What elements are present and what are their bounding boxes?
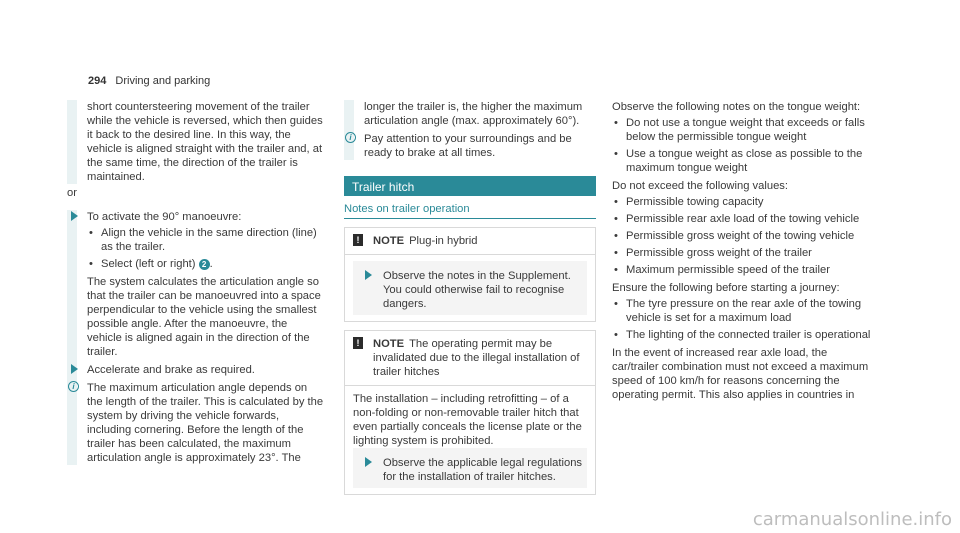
- continued-paragraph: longer the trailer is, the higher the maximum articulation angle (max. approximately 60°).: [364, 101, 583, 127]
- bullet-item: • Align the vehicle in the same direction (line) as the trailer.: [87, 226, 325, 254]
- note-step-block: [353, 448, 587, 488]
- bullet-item-select: [87, 257, 325, 271]
- step-arrow-icon: [71, 211, 78, 221]
- note-box-operating-permit: [344, 330, 596, 495]
- note-body: [345, 254, 595, 321]
- note-step-text: Observe the notes in the Supplement. You could otherwise fail to recognise dangers.: [383, 270, 571, 310]
- note-step-text: Observe the applicable legal regulations for the installation of trailer hitches.: [383, 457, 583, 483]
- info-icon: i: [68, 381, 79, 392]
- continued-text-block: [344, 100, 596, 160]
- rear-axle-paragraph: In the event of increased rear axle load, the car/trailer combination must not exceed a maximum speed of 100 km/h for reasons concerning the operating permit. This also applies in countries in: [612, 347, 869, 401]
- tongue-weight-list: [612, 116, 874, 175]
- page-header: [88, 74, 210, 88]
- step-text: Accelerate and brake as required.: [87, 364, 255, 376]
- values-intro: Do not exceed the following values:: [612, 180, 789, 192]
- warning-exclamation-icon: !: [353, 234, 363, 246]
- tongue-weight-intro: Observe the following notes on the tongue weight:: [612, 101, 861, 113]
- note-title: Plug-in hybrid: [409, 235, 478, 247]
- list-item: • Permissible gross weight of the towing vehicle: [612, 229, 874, 243]
- info-note: [344, 132, 596, 160]
- step-arrow-icon: [71, 364, 78, 374]
- calc-paragraph: The system calculates the articulation angle so that the trailer can be manoeuvred into a space perpendicular to the vehicle using the smallest possible angle. After the manoeuvre, the vehicle is aligned again in the direction of the trailer.: [87, 276, 321, 358]
- info-text: Pay attention to your surroundings and be ready to brake at all times.: [364, 133, 572, 159]
- list-item: • Do not use a tongue weight that exceeds or falls below the permissible tongue weight: [612, 116, 874, 144]
- section-title: Trailer hitch: [344, 176, 596, 196]
- list-item: • Permissible towing capacity: [612, 195, 874, 209]
- step-text: To activate the 90° manoeuvre:: [87, 211, 242, 223]
- number-2-icon: 2: [199, 259, 210, 270]
- journey-list: [612, 297, 874, 342]
- note-step-block: [353, 261, 587, 315]
- page-number: 294: [88, 75, 107, 87]
- list-item: • The tyre pressure on the rear axle of the towing vehicle is set for a maximum load: [612, 297, 874, 325]
- note-label: NOTE: [373, 338, 405, 350]
- warning-exclamation-icon: !: [353, 337, 363, 349]
- note-title: The operating permit may be invalidated due to the illegal installation of trailer hitches: [373, 338, 580, 378]
- intro-paragraph: short countersteering movement of the trailer while the vehicle is reversed, which then guides it back to the desired line. In this way, the vehicle is aligned straight with the trailer and, at the same time, the direction of the trailer is maintained.: [87, 101, 323, 183]
- values-list: [612, 195, 874, 277]
- step-arrow-icon: [365, 270, 372, 280]
- list-item: • The lighting of the connected trailer is operational: [612, 328, 874, 342]
- select-text: Select (left or right): [101, 258, 196, 270]
- column-left: [67, 100, 325, 469]
- note-body-text: The installation – including retrofitting – of a non-folding or non-removable trailer hitch that even partially conceals the license plate or the lighting system is prohibited.: [353, 393, 582, 447]
- note-body: [345, 385, 595, 494]
- column-right: [612, 100, 874, 404]
- step-accelerate: [67, 363, 325, 377]
- margin-bar: [67, 100, 77, 184]
- list-item: • Permissible rear axle load of the towing vehicle: [612, 212, 874, 226]
- or-text: or: [67, 187, 77, 199]
- list-item: • Permissible gross weight of the trailer: [612, 246, 874, 260]
- note-header: [345, 331, 595, 385]
- note-label: NOTE: [373, 235, 405, 247]
- subheading: Notes on trailer operation: [344, 196, 596, 219]
- list-item: • Maximum permissible speed of the trailer: [612, 263, 874, 277]
- list-item: • Use a tongue weight as close as possible to the maximum tongue weight: [612, 147, 874, 175]
- note-step: [361, 269, 587, 311]
- journey-intro: Ensure the following before starting a journey:: [612, 282, 840, 294]
- step-activate: [67, 210, 325, 359]
- info-text: The maximum articulation angle depends on the length of the trailer. This is calculated by the system by driving the vehicle forwards, including cornering. Before the length of the trailer has been calculated, the maximum articulation angle is approximately 23°. The: [87, 382, 324, 464]
- step-arrow-icon: [365, 457, 372, 467]
- step-bullets: [87, 226, 325, 271]
- note-header: [345, 228, 595, 254]
- watermark: carmanualsonline.info: [752, 509, 952, 530]
- section-name: Driving and parking: [115, 75, 211, 87]
- info-icon: i: [345, 132, 356, 143]
- continued-text-block: [67, 100, 325, 184]
- procedure-block: [67, 210, 325, 465]
- select-end: .: [209, 258, 213, 270]
- note-box-plugin-hybrid: [344, 227, 596, 322]
- info-note: [67, 381, 325, 465]
- note-step: [361, 456, 587, 484]
- column-middle: [344, 100, 596, 503]
